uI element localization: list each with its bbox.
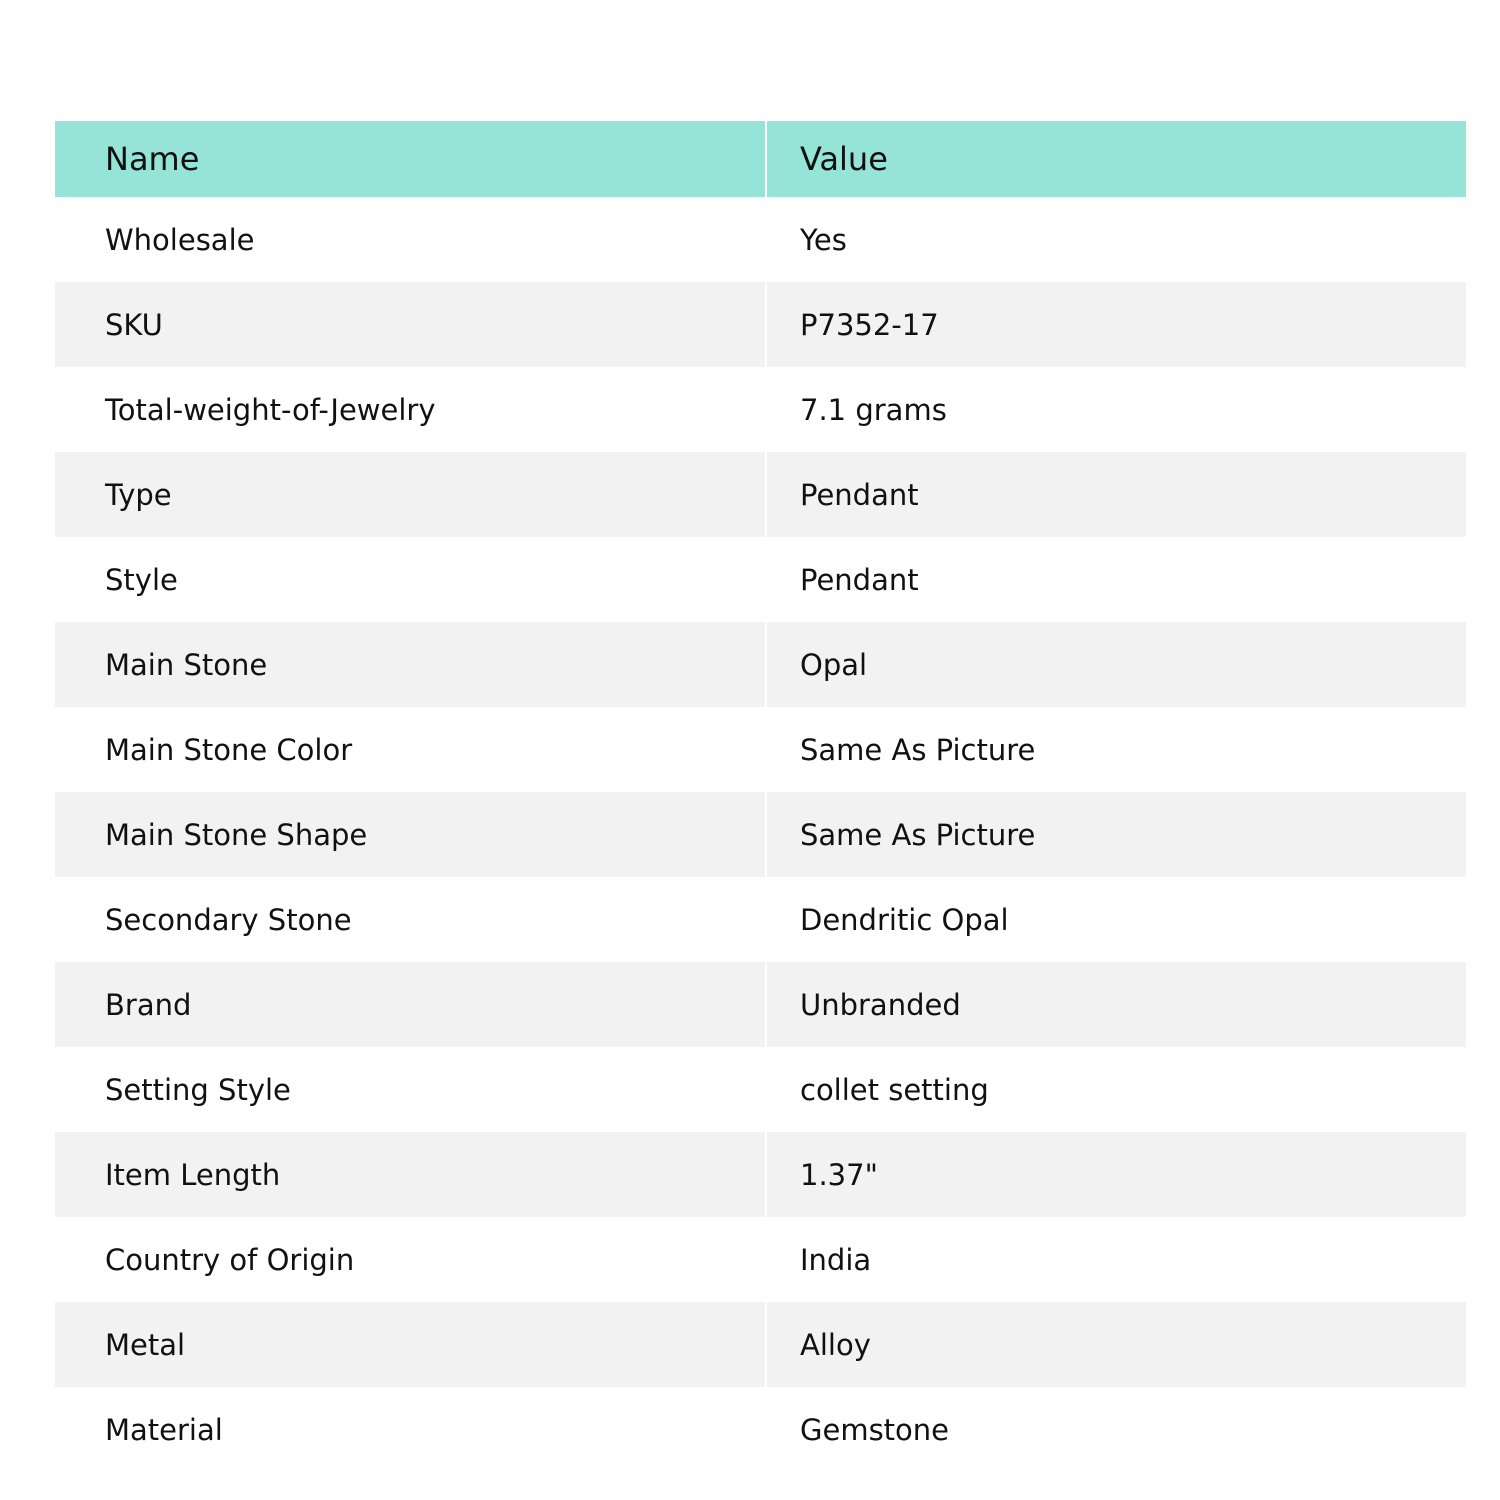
row-name: Total-weight-of-Jewelry [55, 367, 766, 452]
row-name: Item Length [55, 1132, 766, 1217]
table-row [55, 1047, 1466, 1132]
row-name: Style [55, 537, 766, 622]
table-row [55, 452, 1466, 537]
row-value: Dendritic Opal [766, 877, 1466, 962]
row-name: Main Stone [55, 622, 766, 707]
row-value: Same As Picture [766, 792, 1466, 877]
table-row [55, 622, 1466, 707]
row-value: India [766, 1217, 1466, 1302]
table-row [55, 367, 1466, 452]
table-row [55, 1217, 1466, 1302]
table-row [55, 1387, 1466, 1472]
row-name: Brand [55, 962, 766, 1047]
table-row [55, 537, 1466, 622]
table-row [55, 1132, 1466, 1217]
row-value: P7352-17 [766, 282, 1466, 367]
header-name: Name [55, 121, 766, 197]
header-value: Value [766, 121, 1466, 197]
table-row [55, 962, 1466, 1047]
row-value: 1.37" [766, 1132, 1466, 1217]
row-value: Alloy [766, 1302, 1466, 1387]
table-row [55, 707, 1466, 792]
row-name: Country of Origin [55, 1217, 766, 1302]
row-value: Pendant [766, 537, 1466, 622]
row-name: Secondary Stone [55, 877, 766, 962]
row-value: Same As Picture [766, 707, 1466, 792]
row-name: Main Stone Color [55, 707, 766, 792]
header-row [55, 121, 1466, 197]
row-value: Pendant [766, 452, 1466, 537]
table-header [55, 121, 1466, 197]
row-value: Unbranded [766, 962, 1466, 1047]
row-name: Material [55, 1387, 766, 1472]
product-specs-table [55, 121, 1466, 1472]
table-body [55, 197, 1466, 1472]
row-value: collet setting [766, 1047, 1466, 1132]
row-value: Opal [766, 622, 1466, 707]
row-value: Gemstone [766, 1387, 1466, 1472]
table-row [55, 1302, 1466, 1387]
row-value: Yes [766, 197, 1466, 282]
row-name: SKU [55, 282, 766, 367]
row-name: Setting Style [55, 1047, 766, 1132]
table-row [55, 282, 1466, 367]
table-row [55, 197, 1466, 282]
row-name: Main Stone Shape [55, 792, 766, 877]
table-row [55, 792, 1466, 877]
row-value: 7.1 grams [766, 367, 1466, 452]
row-name: Metal [55, 1302, 766, 1387]
row-name: Wholesale [55, 197, 766, 282]
table-row [55, 877, 1466, 962]
row-name: Type [55, 452, 766, 537]
